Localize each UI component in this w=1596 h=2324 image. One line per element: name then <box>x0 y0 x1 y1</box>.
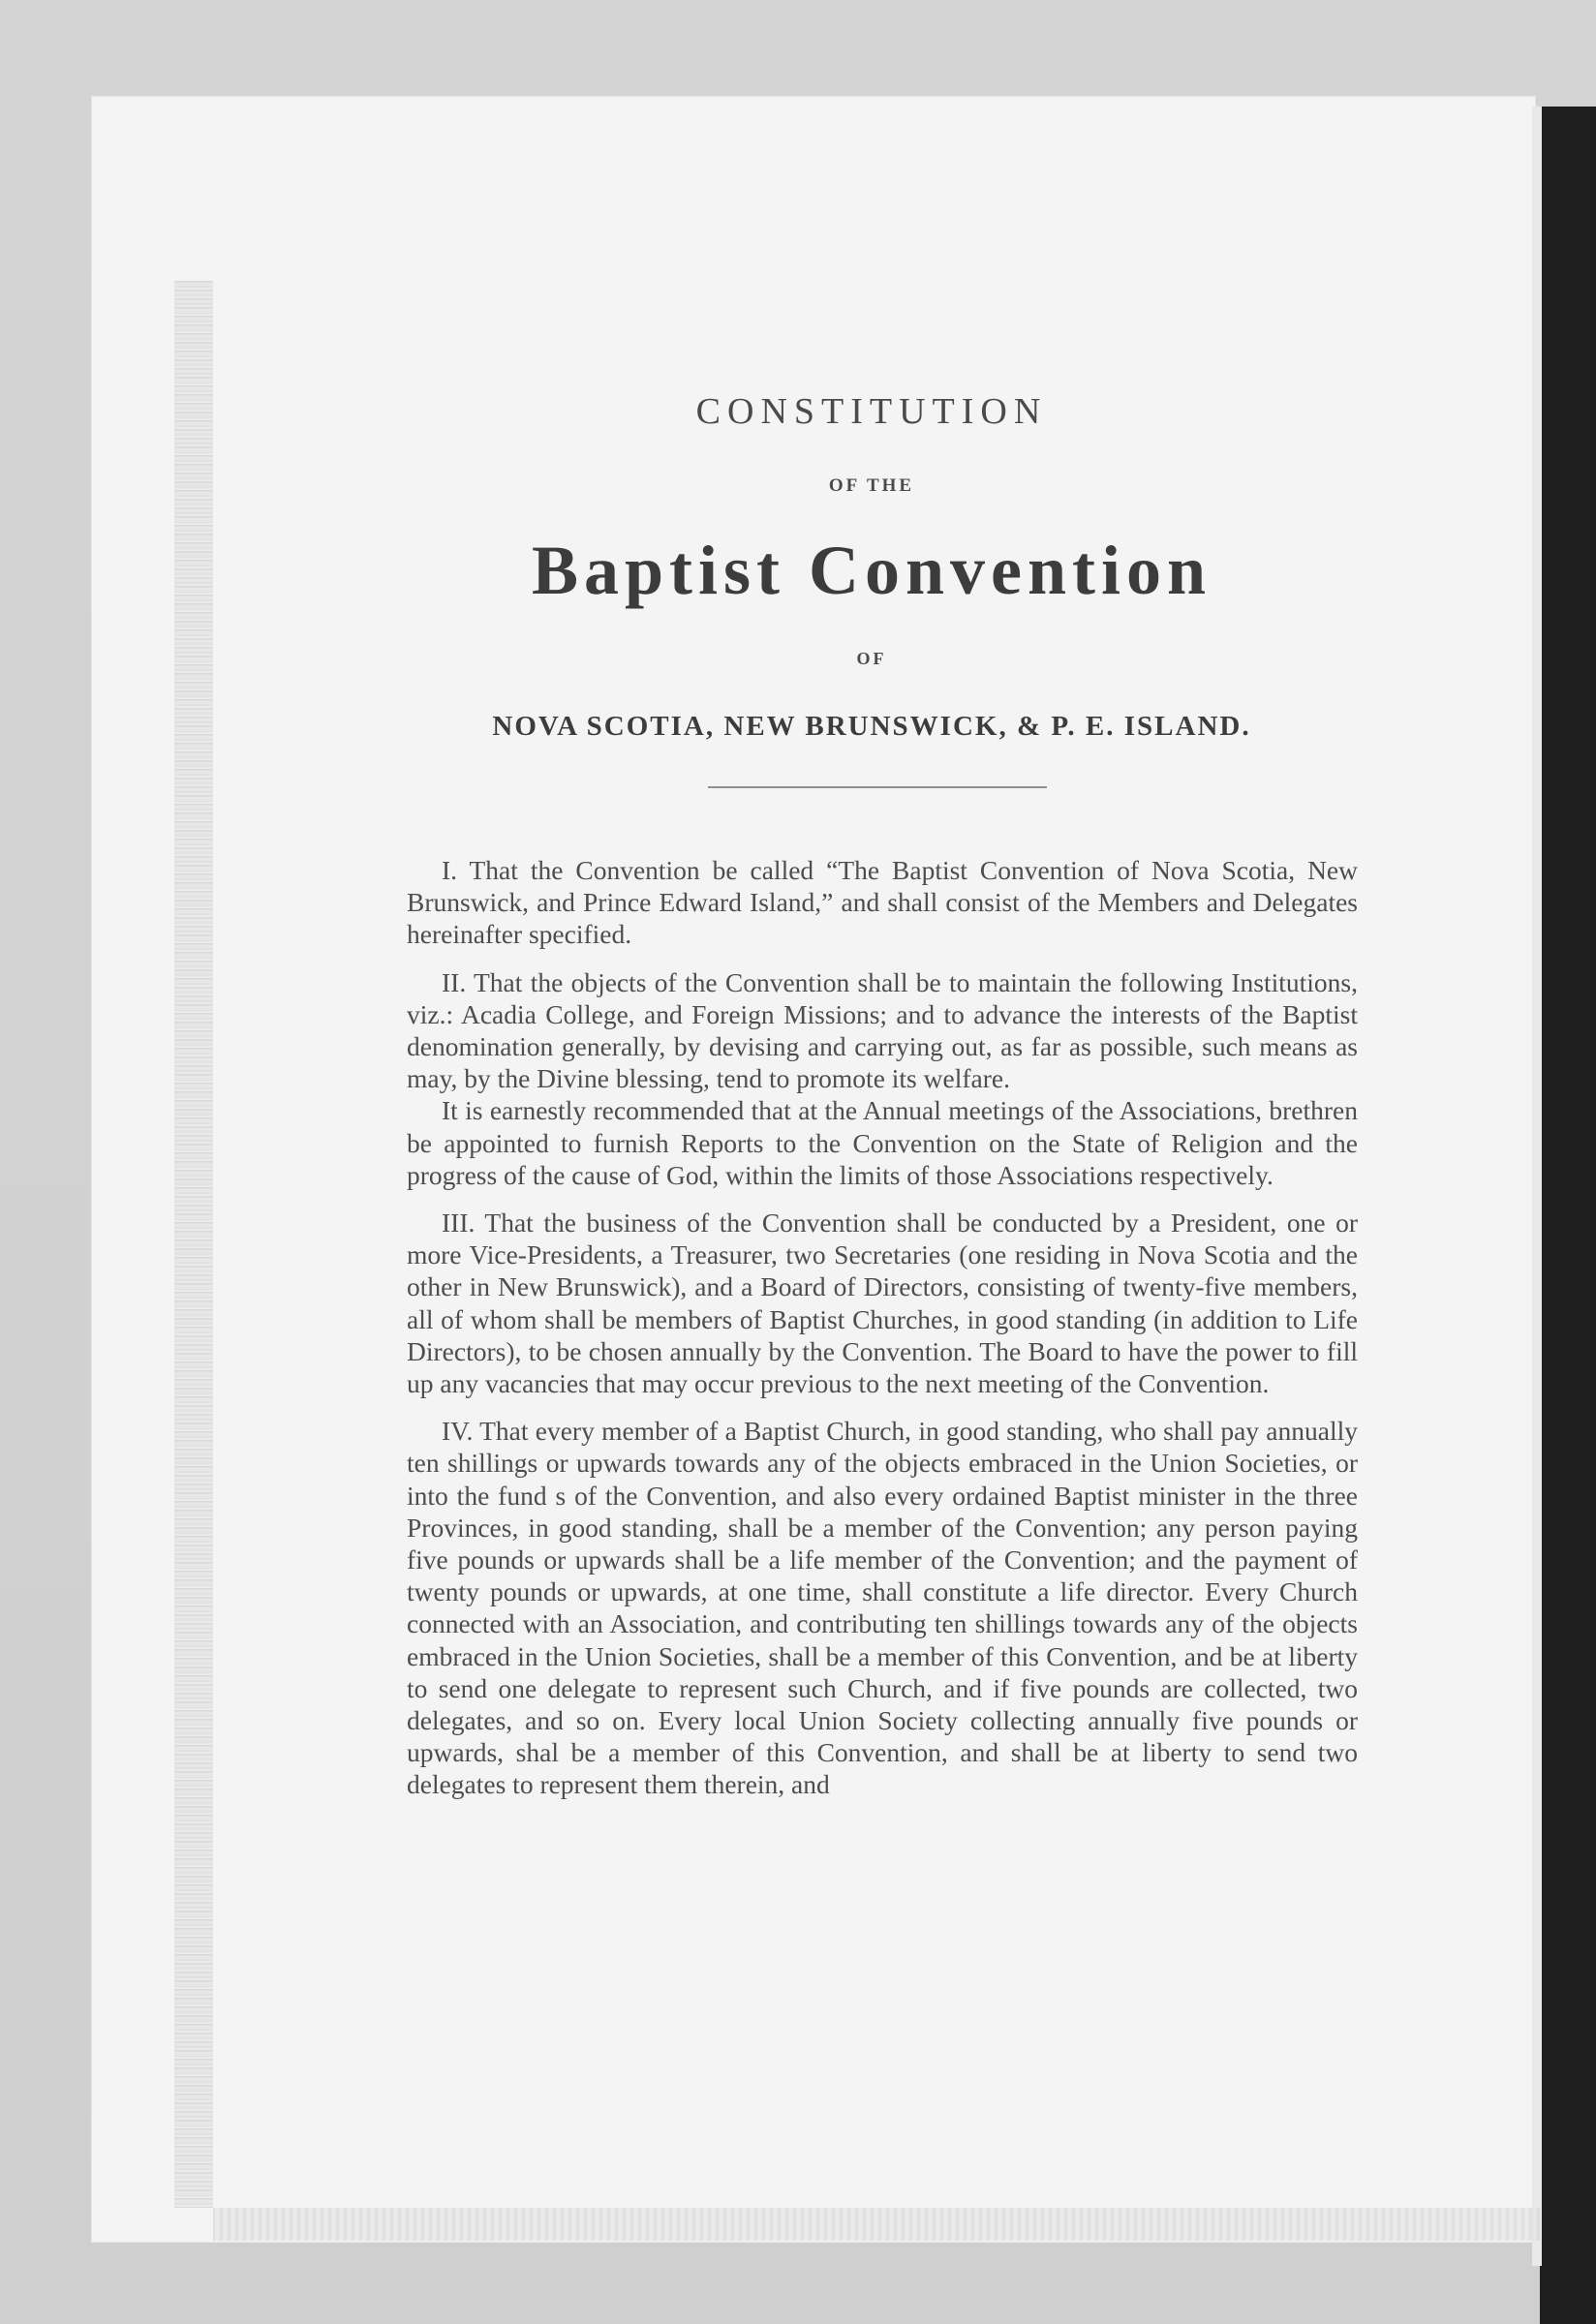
heading-constitution: CONSTITUTION <box>695 391 1048 432</box>
article-4: IV. That every member of a Baptist Church, in good standing, who shall pay annually ten shillings or upwards towards any of the objects embraced in the Union Societies, or into the fund s of the Convention, and also every ordained Baptist minister in the three Provinces, in good standing, shall be a member of the Convention; any person paying five pounds or upwards shall be a life member of the Convention; and the payment of twenty pounds or upwards, at one time, shall constitute a life director. Every Church connected with an Association, and contributing ten shillings towards any of the objects embraced in the Union Societies, shall be a member of this Convention, and be at liberty to send one delegate to represent such Church, and if five pounds are collected, two delegates, and so on. Every local Union Society collecting annually five pounds or upwards, shal be a member of this Convention, and shall be at liberty to send two delegates to represent them therein, and <box>407 1416 1358 1800</box>
heading-provinces: NOVA SCOTIA, NEW BRUNSWICK, & P. E. ISLAND. <box>492 711 1251 742</box>
article-3: III. That the business of the Convention shall be conducted by a President, one or more Vice-Presidents, a Treasurer, two Secretaries (one residing in Nova Scotia and the other in New Brunswick), and a Board of Directors, consisting of twenty-five members, all of whom shall be members of Baptist Churches, in good standing (in addition to Life Directors), to be chosen annually by the Convention. The Board to have the power to fill up any vacancies that may occur previous to the next meeting of the Convention. <box>407 1208 1358 1399</box>
heading-of: OF <box>856 649 887 668</box>
heading-of-the: OF THE <box>828 475 915 496</box>
page-stack-edge-bottom <box>213 2208 1540 2241</box>
constitution-body <box>407 854 1358 1817</box>
document-title: Baptist Convention <box>531 532 1212 609</box>
article-1: I. That the Convention be called “The Baptist Convention of Nova Scotia, New Brunswick, and Prince Edward Island,” and shall consist of the Members and Delegates hereinafter specified. <box>407 855 1358 950</box>
article-2-recommendation: It is earnestly recommended that at the Annual meetings of the Associations, brethren be appointed to furnish Reports to the Convention on the State of Religion and the progress of the cause of God, within the limits of those Associations respectively. <box>407 1095 1358 1190</box>
article-2: II. That the objects of the Convention shall be to maintain the following Institutions, viz.: Acadia College, and Foreign Missions; and to advance the interests of the Baptist denomination generally, by devising and carrying out, as far as possible, such means as may, by the Divine blessing, tend to promote its welfare. <box>407 966 1358 1094</box>
title-divider <box>708 786 1047 788</box>
adjacent-page-edge <box>1532 107 1542 2266</box>
page-stack-edge-left <box>174 281 213 2208</box>
adjacent-page-shadow <box>1540 107 1596 2324</box>
